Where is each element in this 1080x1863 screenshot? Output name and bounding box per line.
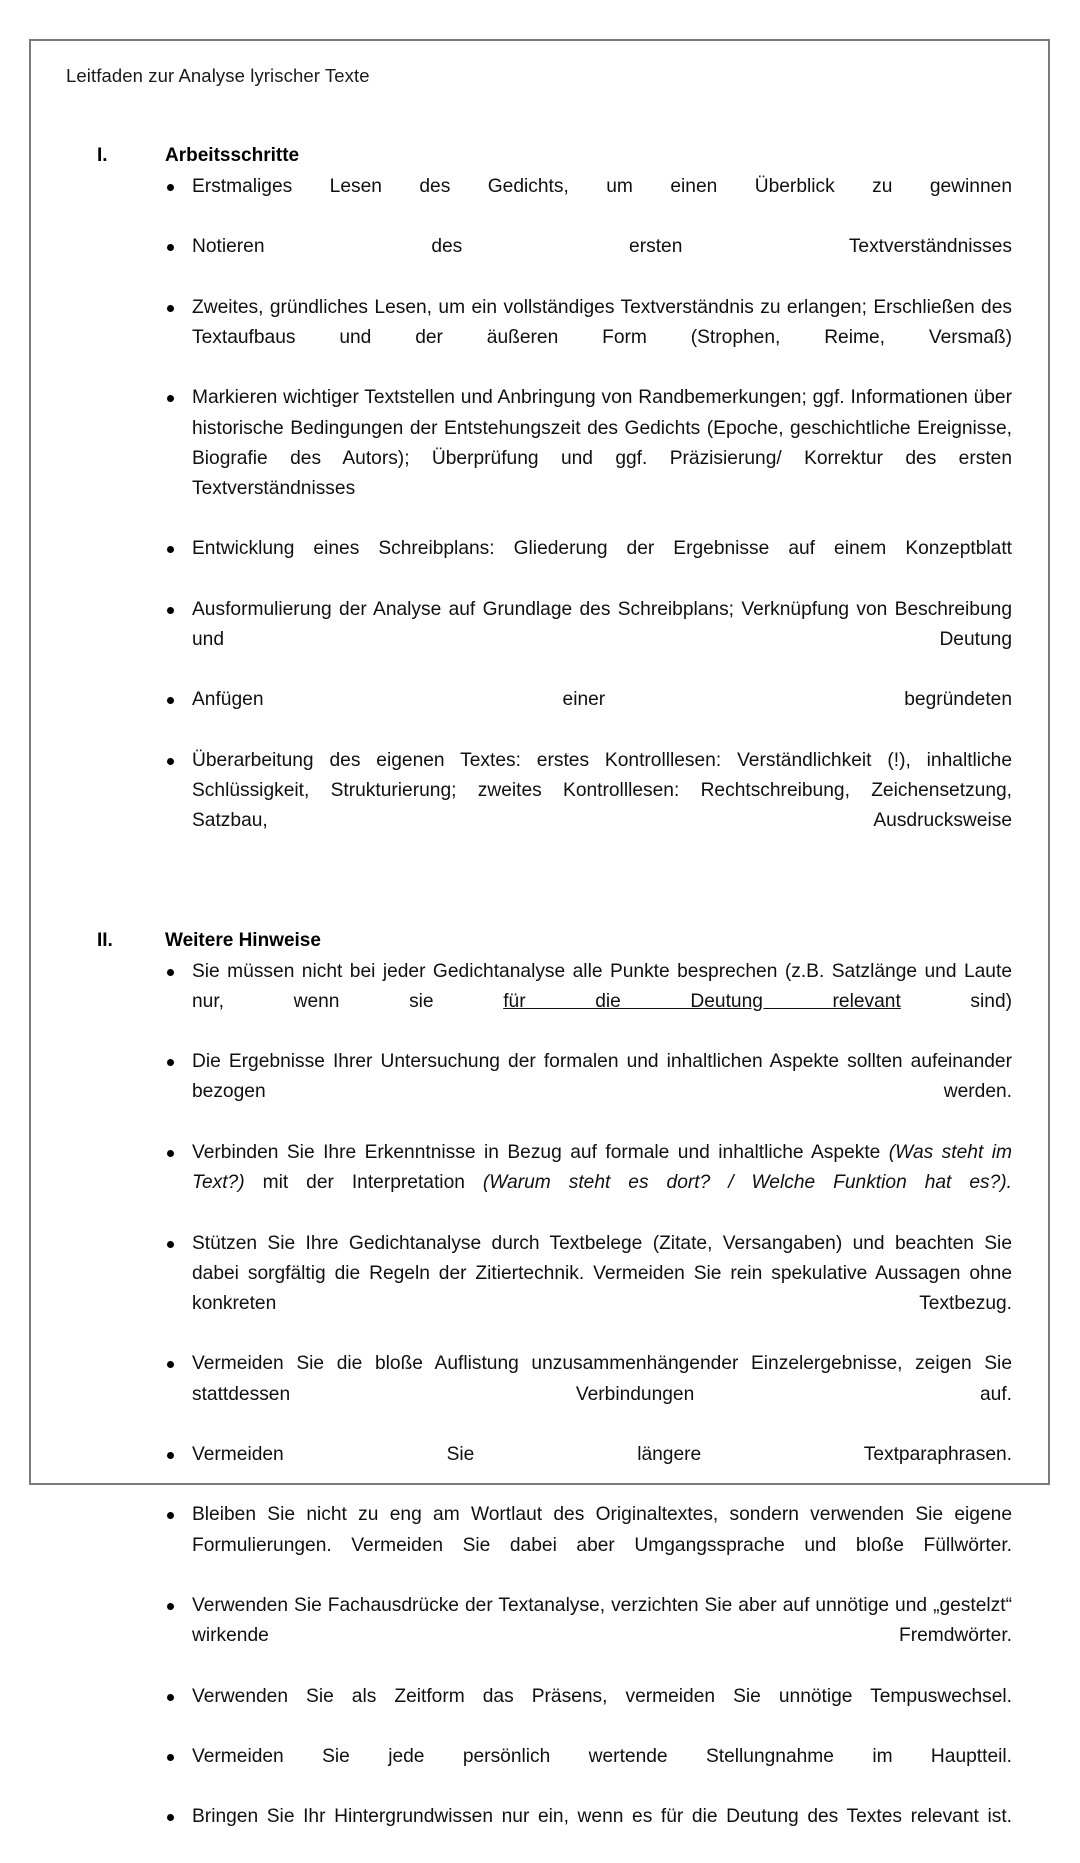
plain-text: mit der Interpretation (244, 1172, 483, 1194)
list-item (31, 534, 1048, 594)
list-item-text: Überarbeitung des eigenen Textes: erstes Kontrolllesen: Verständlichkeit (!), inhaltliche Schlüssigkeit, Strukturierung; zweites Kontrolllesen: Rechtschreibung, Zeichensetzung, Satzbau, Ausdrucksweise (192, 749, 1012, 832)
list-item-text: Entwicklung eines Schreibplans: Gliederung der Ergebnisse auf einem Konzeptblatt (192, 538, 1012, 560)
document-header: Leitfaden zur Analyse lyrischer Texte (66, 65, 370, 86)
list-item-text: Ausformulierung der Analyse auf Grundlage des Schreibplans; Verknüpfung von Beschreibung und Deutung (192, 598, 1012, 651)
bullet-list (31, 172, 1048, 867)
list-item (31, 685, 1048, 745)
list-item-text (192, 957, 1012, 1048)
list-item-text: Vermeiden Sie die bloße Auflistung unzusammenhängender Einzelergebnisse, zeigen Sie stattdessen Verbindungen auf. (192, 1353, 1012, 1405)
italic-text: (Was steht im Text?) (192, 1141, 1012, 1194)
list-item (31, 293, 1048, 384)
list-item-text: Verwenden Sie als Zeitform das Präsens, vermeiden Sie unnötige Tempuswechsel. (192, 1685, 1012, 1707)
list-item-text: Vermeiden Sie jede persönlich wertende Stellungnahme im Hauptteil. (192, 1745, 1012, 1767)
list-item-text: Bleiben Sie nicht zu eng am Wortlaut des Originaltextes, sondern verwenden Sie eigene Formulierungen. Vermeiden Sie dabei aber Umgangssprache und bloße Füllwörter. (192, 1504, 1012, 1556)
document-section (31, 930, 1048, 1863)
section-number: I. (97, 145, 108, 166)
list-item-text: Anfügen einer begründeten (192, 689, 1012, 711)
list-item-text: Vermeiden Sie längere Textparaphrasen. (192, 1443, 1012, 1465)
list-item (31, 1682, 1048, 1742)
list-item (31, 1440, 1048, 1500)
page-frame (29, 39, 1050, 1828)
document-section (31, 145, 1048, 867)
section-title: Arbeitsschritte (165, 145, 300, 166)
list-item (31, 1138, 1048, 1229)
list-item-text: Erstmaliges Lesen des Gedichts, um einen Überblick zu gewinnen (192, 176, 1012, 197)
section-title: Weitere Hinweise (165, 929, 321, 951)
list-item (31, 1349, 1048, 1440)
list-item (31, 1742, 1048, 1802)
list-item (31, 746, 1048, 867)
list-item-text (192, 1138, 1012, 1229)
list-item-text: Notieren des ersten Textverständnisses (192, 236, 1012, 258)
plain-text: sind) (900, 990, 1012, 1012)
list-item-text: Stützen Sie Ihre Gedichtanalyse durch Textbelege (Zitate, Versangaben) und beachten Sie dabei sorgfältig die Regeln der Zitiertechnik. Vermeiden Sie rein spekulative Aussagen ohne konkreten Textbezug. (192, 1232, 1012, 1314)
list-item (31, 232, 1048, 292)
section-heading (31, 145, 1048, 172)
underlined-text: für die Deutung relevant (503, 990, 901, 1012)
bullet-list (31, 957, 1048, 1863)
list-item (31, 1591, 1048, 1682)
list-item-text: Zweites, gründliches Lesen, um ein vollständiges Textverständnis zu erlangen; Erschließen des Textaufbaus und der äußeren Form (Strophen, Reime, Versmaß) (192, 296, 1012, 349)
section-number: II. (97, 929, 113, 951)
list-item-text: Markieren wichtiger Textstellen und Anbringung von Randbemerkungen; ggf. Informationen über historische Bedingungen der Entstehungszeit des Gedichts (Epoche, geschichtliche Ereignisse, Biografie des Autors); Überprüfung und ggf. Präzisierung/ Korrektur des ersten Textverständnisses (192, 387, 1012, 500)
list-item (31, 1500, 1048, 1591)
list-item (31, 1047, 1048, 1138)
plain-text: Sie müssen nicht bei jeder Gedichtanalyse alle Punkte besprechen (z.B. Satzlänge und Laute nur, wenn sie (192, 960, 1012, 1012)
section-heading (31, 930, 1048, 957)
list-item (31, 383, 1048, 534)
list-item (31, 957, 1048, 1048)
list-item (31, 1229, 1048, 1350)
italic-text: (Warum steht es dort? / Welche Funktion hat es?). (482, 1172, 1013, 1194)
list-item-text: Verwenden Sie Fachausdrücke der Textanalyse, verzichten Sie aber auf unnötige und „gestelzt“ wirkende Fremdwörter. (192, 1594, 1012, 1647)
list-item-text: Bringen Sie Ihr Hintergrundwissen nur ein, wenn es für die Deutung des Textes relevant ist. (192, 1806, 1012, 1828)
list-item (31, 1802, 1048, 1862)
list-item (31, 172, 1048, 232)
plain-text: Verbinden Sie Ihre Erkenntnisse in Bezug auf formale und inhaltliche Aspekte (192, 1141, 889, 1163)
document-body (31, 145, 1048, 1863)
list-item-text: Die Ergebnisse Ihrer Untersuchung der formalen und inhaltlichen Aspekte sollten aufeinander bezogen werden. (192, 1051, 1012, 1103)
list-item (31, 595, 1048, 686)
